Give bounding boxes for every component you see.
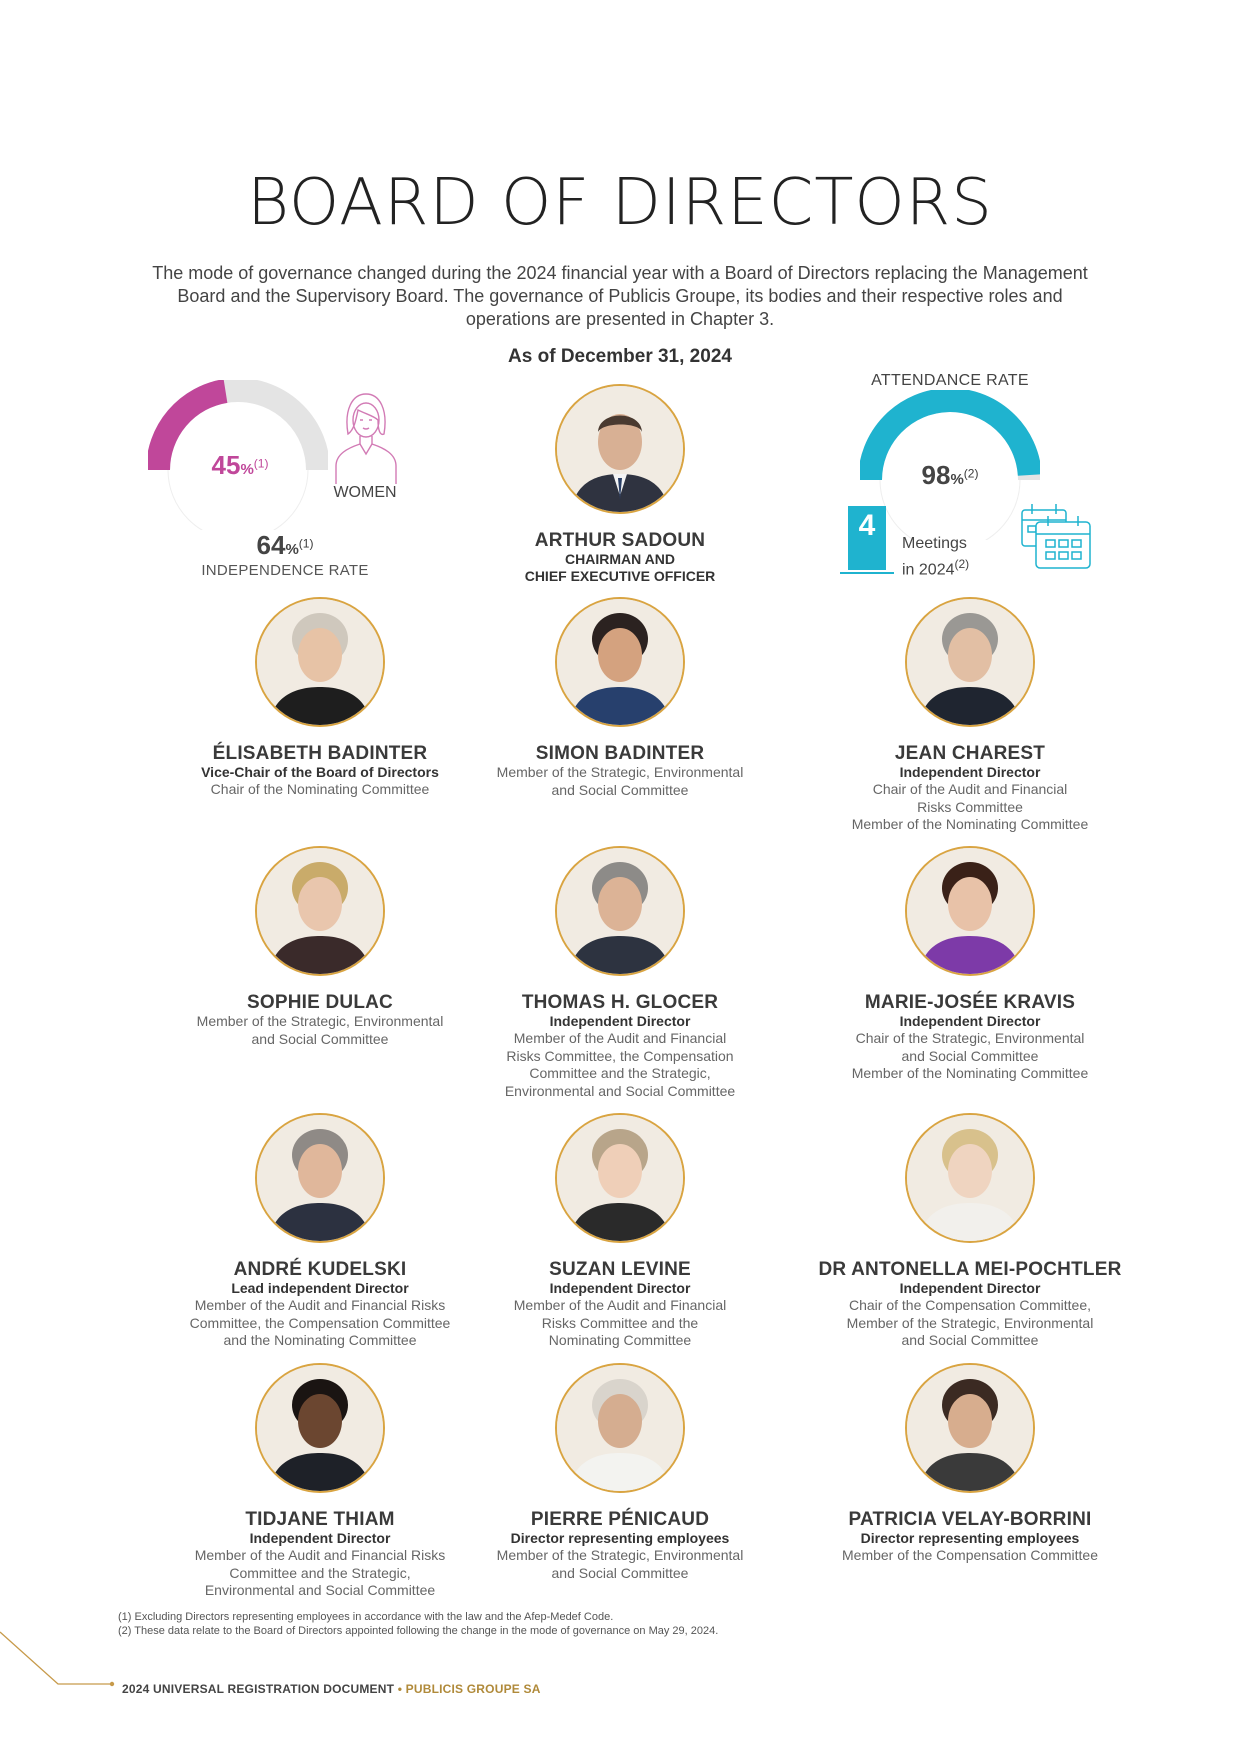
director-photo [555, 597, 685, 727]
director-photo [905, 597, 1035, 727]
director-committees: Member of the Audit and Financial Risks Committee, the Compensation Committee and the Nominating Committee [189, 1297, 451, 1348]
meetings-note: (2) [954, 557, 970, 571]
meetings-line1: Meetings [902, 535, 967, 552]
director-name: JEAN CHAREST [894, 743, 1046, 764]
women-label: WOMEN [333, 484, 397, 501]
director-card [460, 1363, 780, 1582]
director-name: MARIE-JOSÉE KRAVIS [864, 992, 1076, 1013]
director-name: SUZAN LEVINE [549, 1259, 691, 1280]
director-committees: Member of the Strategic, Environmental and Social Committee [196, 1013, 444, 1047]
director-card [460, 846, 780, 1100]
director-card [795, 1113, 1145, 1350]
independence-value: 64 [256, 530, 286, 560]
independence-label: INDEPENDENCE RATE [201, 562, 369, 579]
chairman-photo [555, 384, 685, 514]
women-value: 45 [211, 450, 241, 480]
director-card [160, 1113, 480, 1350]
independence-percentage [180, 530, 390, 561]
women-percentage [190, 450, 290, 481]
director-photo [555, 846, 685, 976]
director-committees: Member of the Strategic, Environmental and Social Committee [496, 1547, 744, 1581]
director-name: SIMON BADINTER [535, 743, 705, 764]
independence-unit: % [285, 541, 299, 558]
director-committees: Member of the Audit and Financial Risks Committee, the Compensation Committee and the Strategic, Environmental and Social Committee [504, 1030, 736, 1099]
director-role: Independent Director [549, 1280, 691, 1296]
page-footer [122, 1682, 541, 1696]
meetings-line2: in 2024 [902, 561, 955, 579]
page-title: BOARD OF DIRECTORS [247, 166, 993, 240]
attendance-note: (2) [963, 466, 979, 481]
meetings-text [902, 534, 969, 580]
chairman-card [460, 384, 780, 585]
footnote-1: (1) Excluding Directors representing employees in accordance with the law and the Afep-Medef Code. [118, 1611, 614, 1623]
director-committees: Chair of the Audit and Financial Risks Committee Member of the Nominating Committee [851, 781, 1089, 832]
director-photo [255, 1113, 385, 1243]
director-name: PIERRE PÉNICAUD [530, 1509, 710, 1530]
director-committees: Chair of the Compensation Committee, Member of the Strategic, Environmental and Social Committee [846, 1297, 1094, 1348]
director-card [795, 846, 1145, 1083]
attendance-title: ATTENDANCE RATE [871, 372, 1029, 389]
meetings-bar [848, 506, 886, 570]
director-name: TIDJANE THIAM [245, 1509, 395, 1530]
calendar-icon [1020, 500, 1094, 572]
director-role: Lead independent Director [231, 1280, 409, 1296]
footer-company: PUBLICIS GROUPE SA [405, 1682, 541, 1696]
chairman-role-line2: CHIEF EXECUTIVE OFFICER [524, 568, 716, 584]
director-role: Independent Director [249, 1530, 391, 1546]
director-photo [255, 846, 385, 976]
director-card [795, 597, 1145, 834]
chairman-name: ARTHUR SADOUN [534, 530, 706, 551]
meetings-value: 4 [858, 509, 876, 542]
director-role: Independent Director [899, 764, 1041, 780]
director-committees: Chair of the Strategic, Environmental and Social Committee Member of the Nominating Committee [851, 1030, 1089, 1081]
director-card [160, 846, 480, 1048]
director-role: Independent Director [549, 1013, 691, 1029]
woman-icon [330, 390, 402, 486]
footnote-2: (2) These data relate to the Board of Directors appointed following the change in the mode of governance on May 29, 2024. [118, 1625, 719, 1637]
footer-doc: 2024 UNIVERSAL REGISTRATION DOCUMENT [122, 1682, 395, 1696]
director-photo [905, 846, 1035, 976]
director-name: ANDRÉ KUDELSKI [233, 1259, 407, 1280]
director-committees: Member of the Strategic, Environmental and Social Committee [496, 764, 744, 798]
footnotes [118, 1610, 718, 1638]
director-committees: Member of the Audit and Financial Risks Committee and the Strategic, Environmental and Social Committee [194, 1547, 446, 1598]
meetings-baseline [840, 572, 894, 574]
director-card [160, 1363, 480, 1600]
chairman-role-line1: CHAIRMAN AND [565, 551, 675, 567]
director-name: PATRICIA VELAY-BORRINI [848, 1509, 1092, 1530]
director-photo [255, 597, 385, 727]
women-unit: % [240, 461, 254, 478]
director-photo [255, 1363, 385, 1493]
director-photo [905, 1363, 1035, 1493]
director-photo [905, 1113, 1035, 1243]
as-of-date: As of December 31, 2024 [508, 346, 732, 367]
director-name: THOMAS H. GLOCER [521, 992, 719, 1013]
director-name: DR ANTONELLA MEI-POCHTLER [818, 1259, 1122, 1280]
director-role: Director representing employees [860, 1530, 1080, 1546]
director-card [460, 597, 780, 799]
director-committees: Member of the Audit and Financial Risks Committee and the Nominating Committee [513, 1297, 727, 1348]
director-committees: Member of the Compensation Committee [842, 1547, 1098, 1563]
intro-paragraph: The mode of governance changed during the 2024 financial year with a Board of Directors replacing the Management Board and the Supervisory Board. The governance of Publicis Groupe, its bodies and their respective roles and operations are presented in Chapter 3. [152, 263, 1088, 329]
women-note: (1) [253, 456, 269, 471]
director-role: Director representing employees [510, 1530, 730, 1546]
director-photo [555, 1363, 685, 1493]
director-card [460, 1113, 780, 1350]
attendance-percentage [900, 460, 1000, 491]
director-card [160, 597, 480, 799]
director-card [795, 1363, 1145, 1565]
director-photo [555, 1113, 685, 1243]
corner-decoration [0, 1610, 120, 1690]
independence-note: (1) [298, 536, 314, 551]
director-committees: Chair of the Nominating Committee [210, 781, 430, 797]
director-role: Independent Director [899, 1280, 1041, 1296]
attendance-unit: % [950, 471, 964, 488]
attendance-value: 98 [921, 460, 951, 490]
director-name: SOPHIE DULAC [247, 992, 393, 1013]
footer-sep: • [397, 1682, 403, 1696]
director-role: Independent Director [899, 1013, 1041, 1029]
director-role: Vice-Chair of the Board of Directors [201, 764, 439, 780]
director-name: ÉLISABETH BADINTER [212, 743, 428, 764]
